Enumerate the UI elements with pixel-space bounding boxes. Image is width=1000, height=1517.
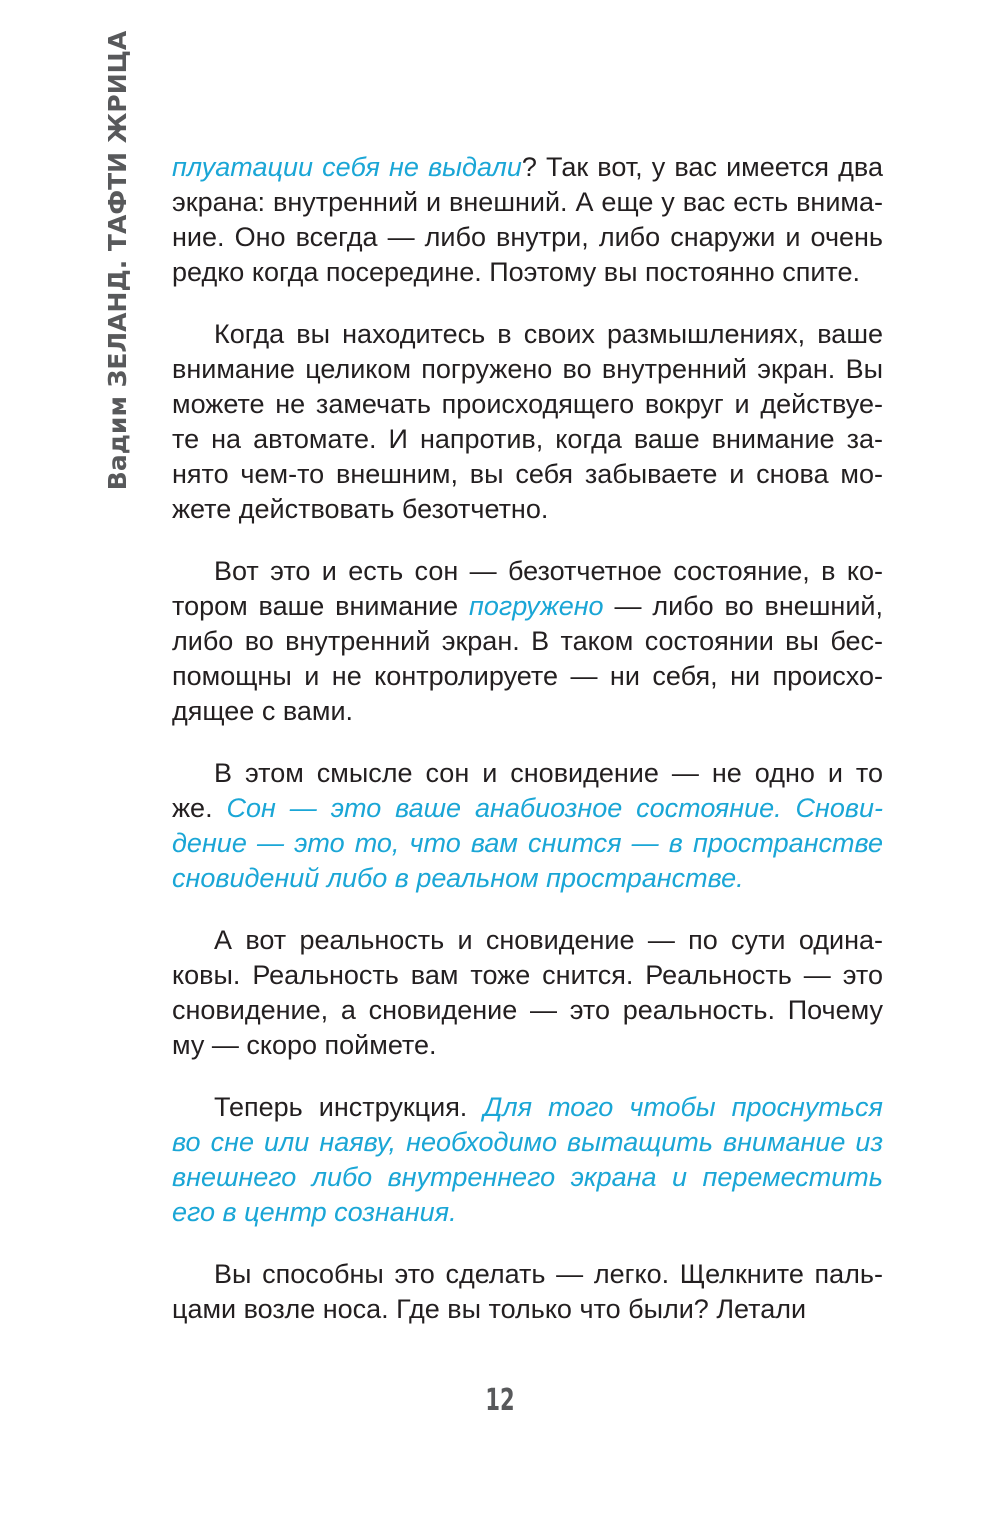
text-line — [172, 1195, 883, 1230]
line-text: ковы. Реальность вам тоже снится. Реальность — это — [172, 960, 883, 990]
text-line — [172, 1160, 883, 1195]
line-text: — либо во внешний, — [603, 591, 884, 621]
text-line — [172, 861, 883, 896]
text-line — [172, 1090, 883, 1125]
text-line — [172, 1028, 883, 1063]
line-text: либо во внутренний экран. В таком состоянии вы бес- — [172, 626, 883, 656]
line-text: внимание целиком погружено во внутренний экран. Вы — [172, 354, 883, 384]
paragraph — [172, 756, 883, 896]
line-text: помощны и не контролируете — ни себя, ни происхо- — [172, 661, 883, 691]
line-text: можете не замечать происходящего вокруг и действуе- — [172, 389, 883, 419]
text-line — [172, 1292, 883, 1327]
line-text: те на автомате. И напротив, когда ваше внимание за- — [172, 424, 883, 454]
body-text — [172, 150, 883, 1354]
text-line — [172, 150, 883, 185]
text-line — [172, 352, 883, 387]
page-number: 12 — [485, 1383, 515, 1418]
paragraph — [172, 554, 883, 729]
running-head-text: Вадим ЗЕЛАНД. ТАФТИ ЖРИЦА — [103, 30, 133, 490]
text-line — [172, 624, 883, 659]
text-line — [172, 791, 883, 826]
text-line — [172, 1257, 883, 1292]
line-text: ние. Оно всегда — либо внутри, либо снаружи и очень — [172, 222, 883, 252]
paragraph — [172, 317, 883, 527]
line-text: же. — [172, 793, 227, 823]
text-line — [172, 694, 883, 729]
highlighted-text: Сон — это ваше анабиозное состояние. Снови- — [226, 793, 884, 823]
text-line — [172, 1125, 883, 1160]
line-text: сновидение, а сновидение — это реальность. Почему — [172, 995, 883, 1025]
highlighted-text: во сне или наяву, необходимо вытащить внимание из — [172, 1127, 883, 1157]
line-text: цами возле носа. Где вы только что были? Летали — [172, 1294, 807, 1324]
highlighted-text: Для того чтобы проснуться — [483, 1092, 883, 1122]
text-line — [172, 317, 883, 352]
line-text: дящее с вами. — [172, 696, 354, 726]
highlighted-text: внешнего либо внутреннего экрана и переместить — [172, 1162, 883, 1192]
highlighted-text: погружено — [469, 591, 604, 621]
line-text: жете действовать безотчетно. — [172, 494, 549, 524]
text-line — [172, 589, 883, 624]
text-line — [172, 255, 883, 290]
text-line — [172, 554, 883, 589]
line-text: тором ваше внимание — [172, 591, 469, 621]
highlighted-text: его в центр сознания. — [172, 1197, 457, 1227]
line-text: редко когда посередине. Поэтому вы постоянно спите. — [172, 257, 860, 287]
paragraph — [172, 1257, 883, 1327]
paragraph — [172, 1090, 883, 1230]
line-text: В этом смысле сон и сновидение — не одно и то — [214, 758, 883, 788]
line-text: Когда вы находитесь в своих размышлениях, ваше — [214, 319, 883, 349]
text-line — [172, 923, 883, 958]
line-text: А вот реальность и сновидение — по сути одина- — [214, 925, 883, 955]
text-line — [172, 826, 883, 861]
line-text: экрана: внутренний и внешний. А еще у вас есть внима- — [172, 187, 883, 217]
line-text: ? Так вот, у вас имеется два — [521, 152, 883, 182]
line-text: Вы способны это сделать — легко. Щелкните паль- — [214, 1259, 883, 1289]
line-text: му — скоро поймете. — [172, 1030, 437, 1060]
text-line — [172, 756, 883, 791]
line-text: нято чем-то внешним, вы себя забываете и снова мо- — [172, 459, 883, 489]
text-line — [172, 993, 883, 1028]
line-text: Теперь инструкция. — [214, 1092, 484, 1122]
highlighted-text: сновидений либо в реальном пространстве. — [172, 863, 744, 893]
highlighted-text: плуатации себя не выдали — [172, 152, 522, 182]
text-line — [172, 659, 883, 694]
paragraph — [172, 923, 883, 1063]
text-line — [172, 457, 883, 492]
line-text: Вот это и есть сон — безотчетное состояние, в ко- — [214, 556, 883, 586]
text-line — [172, 220, 883, 255]
text-line — [172, 958, 883, 993]
highlighted-text: дение — это то, что вам снится — в пространстве — [172, 828, 883, 858]
running-head — [98, 30, 138, 490]
text-line — [172, 492, 883, 527]
text-line — [172, 422, 883, 457]
text-line — [172, 387, 883, 422]
paragraph — [172, 150, 883, 290]
text-line — [172, 185, 883, 220]
